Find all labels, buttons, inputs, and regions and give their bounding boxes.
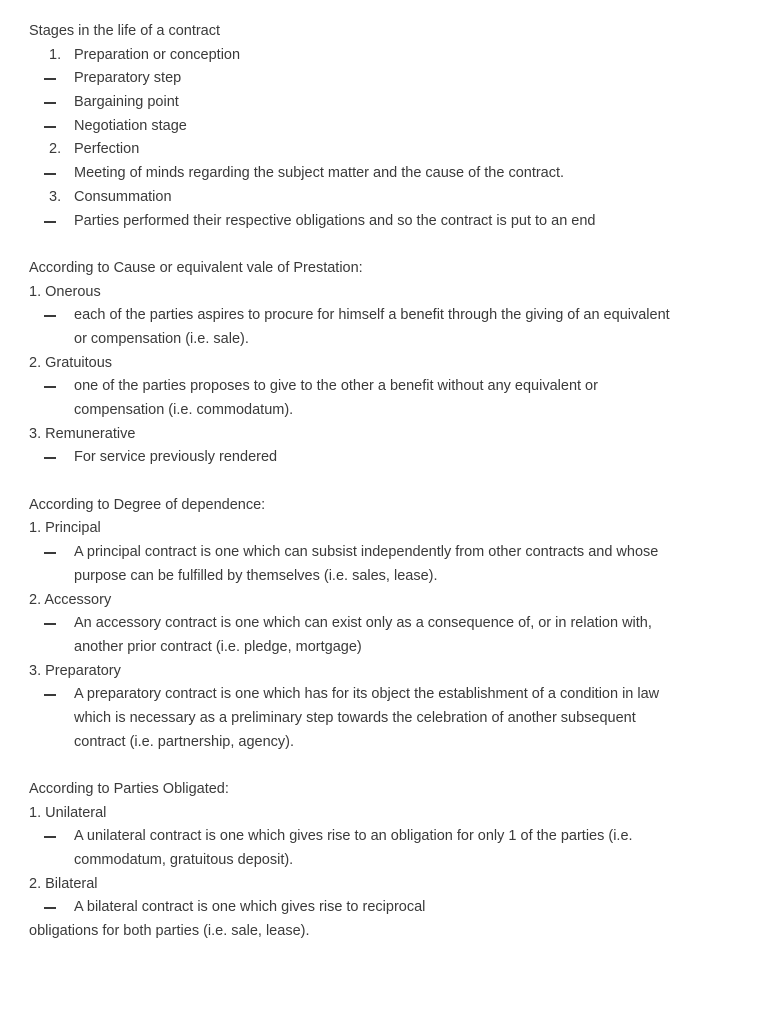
desc-continuation: [0, 399, 768, 423]
desc-text: another prior contract (i.e. pledge, mortgage): [74, 638, 362, 655]
desc-text: A bilateral contract is one which gives rise to reciprocal: [74, 899, 426, 916]
stage-number: 2.: [49, 141, 62, 158]
stage-item-3: [0, 186, 768, 210]
dash-icon: [44, 623, 56, 625]
desc-text: or compensation (i.e. sale).: [74, 330, 249, 347]
bullet-text: Parties performed their respective obligations and so the contract is put to an end: [74, 212, 596, 229]
dependence-item-label: 3. Preparatory: [29, 662, 121, 679]
desc-text: each of the parties aspires to procure for himself a benefit through the giving of an equivalent: [74, 307, 670, 324]
cause-item-label: 3. Remunerative: [29, 425, 136, 442]
stage-item-2: [0, 138, 768, 162]
parties-heading: According to Parties Obligated:: [29, 781, 229, 797]
dash-icon: [44, 78, 56, 80]
stage-label: Perfection: [74, 141, 140, 158]
desc-text: compensation (i.e. commodatum).: [74, 402, 294, 418]
dependence-heading: According to Degree of dependence:: [29, 496, 266, 513]
bullet-text: Meeting of minds regarding the subject matter and the cause of the contract.: [74, 165, 565, 182]
desc-continuation: [0, 707, 768, 731]
dash-icon: [44, 126, 56, 128]
stage-item-1: [0, 44, 768, 68]
desc-text: one of the parties proposes to give to the other a benefit without any equivalent or: [74, 378, 598, 395]
desc-continuation: [0, 731, 768, 755]
desc-text: contract (i.e. partnership, agency).: [74, 733, 295, 750]
dash-icon: [44, 221, 56, 223]
trailing-text: obligations for both parties (i.e. sale, lease).: [29, 923, 310, 940]
dash-icon: [44, 552, 56, 554]
dash-icon: [44, 907, 56, 909]
dependence-item-desc: [0, 541, 768, 565]
spacer: [0, 470, 768, 494]
stage-bullet: [0, 210, 768, 234]
desc-text: An accessory contract is one which can exist only as a consequence of, or in relation with,: [74, 615, 652, 632]
dash-icon: [44, 457, 56, 459]
parties-item-desc: [0, 825, 768, 849]
bullet-text: Bargaining point: [74, 94, 179, 111]
desc-text: A unilateral contract is one which gives rise to an obligation for only 1 of the parties (i.e.: [74, 828, 633, 845]
dash-icon: [44, 173, 56, 175]
stage-bullet: [0, 162, 768, 186]
stage-bullet: [0, 91, 768, 115]
cause-item-label: 2. Gratuitous: [29, 354, 113, 371]
stage-label: Preparation or conception: [74, 46, 241, 63]
dash-icon: [44, 694, 56, 696]
desc-text: commodatum, gratuitous deposit).: [74, 852, 294, 869]
desc-text: A principal contract is one which can subsist independently from other contracts and whose: [74, 544, 659, 561]
desc-continuation: [0, 636, 768, 660]
dash-icon: [44, 386, 56, 388]
stage-bullet: [0, 115, 768, 139]
stage-bullet: [0, 67, 768, 91]
cause-item-label: 1. Onerous: [29, 283, 101, 300]
stage-number: 3.: [49, 188, 62, 205]
dependence-item-desc: [0, 612, 768, 636]
stage-number: 1.: [49, 46, 62, 63]
bullet-text: Negotiation stage: [74, 117, 187, 134]
cause-item-desc: [0, 375, 768, 399]
parties-item-desc: [0, 896, 768, 920]
dependence-item-desc: [0, 683, 768, 707]
dash-icon: [44, 315, 56, 317]
desc-text: which is necessary as a preliminary step towards the celebration of another subsequent: [74, 709, 636, 726]
parties-item-label: 2. Bilateral: [29, 875, 98, 892]
dash-icon: [44, 102, 56, 104]
stages-heading: Stages in the life of a contract: [29, 23, 221, 39]
cause-item-desc: [0, 446, 768, 470]
dash-icon: [44, 836, 56, 838]
spacer: [0, 233, 768, 257]
parties-item-label: 1. Unilateral: [29, 804, 107, 821]
desc-continuation: [0, 849, 768, 873]
dependence-item-label: 2. Accessory: [29, 591, 112, 608]
cause-heading: According to Cause or equivalent vale of Prestation:: [29, 259, 363, 276]
desc-continuation: [0, 328, 768, 352]
stage-label: Consummation: [74, 188, 172, 205]
desc-text: A preparatory contract is one which has for its object the establishment of a condition in law: [74, 686, 660, 703]
dependence-item-label: 1. Principal: [29, 520, 101, 537]
document: [0, 20, 768, 944]
cause-item-desc: [0, 304, 768, 328]
bullet-text: Preparatory step: [74, 70, 182, 87]
spacer: [0, 754, 768, 778]
desc-text: For service previously rendered: [74, 449, 278, 466]
desc-continuation: [0, 565, 768, 589]
desc-text: purpose can be fulfilled by themselves (i.e. sales, lease).: [74, 567, 438, 584]
